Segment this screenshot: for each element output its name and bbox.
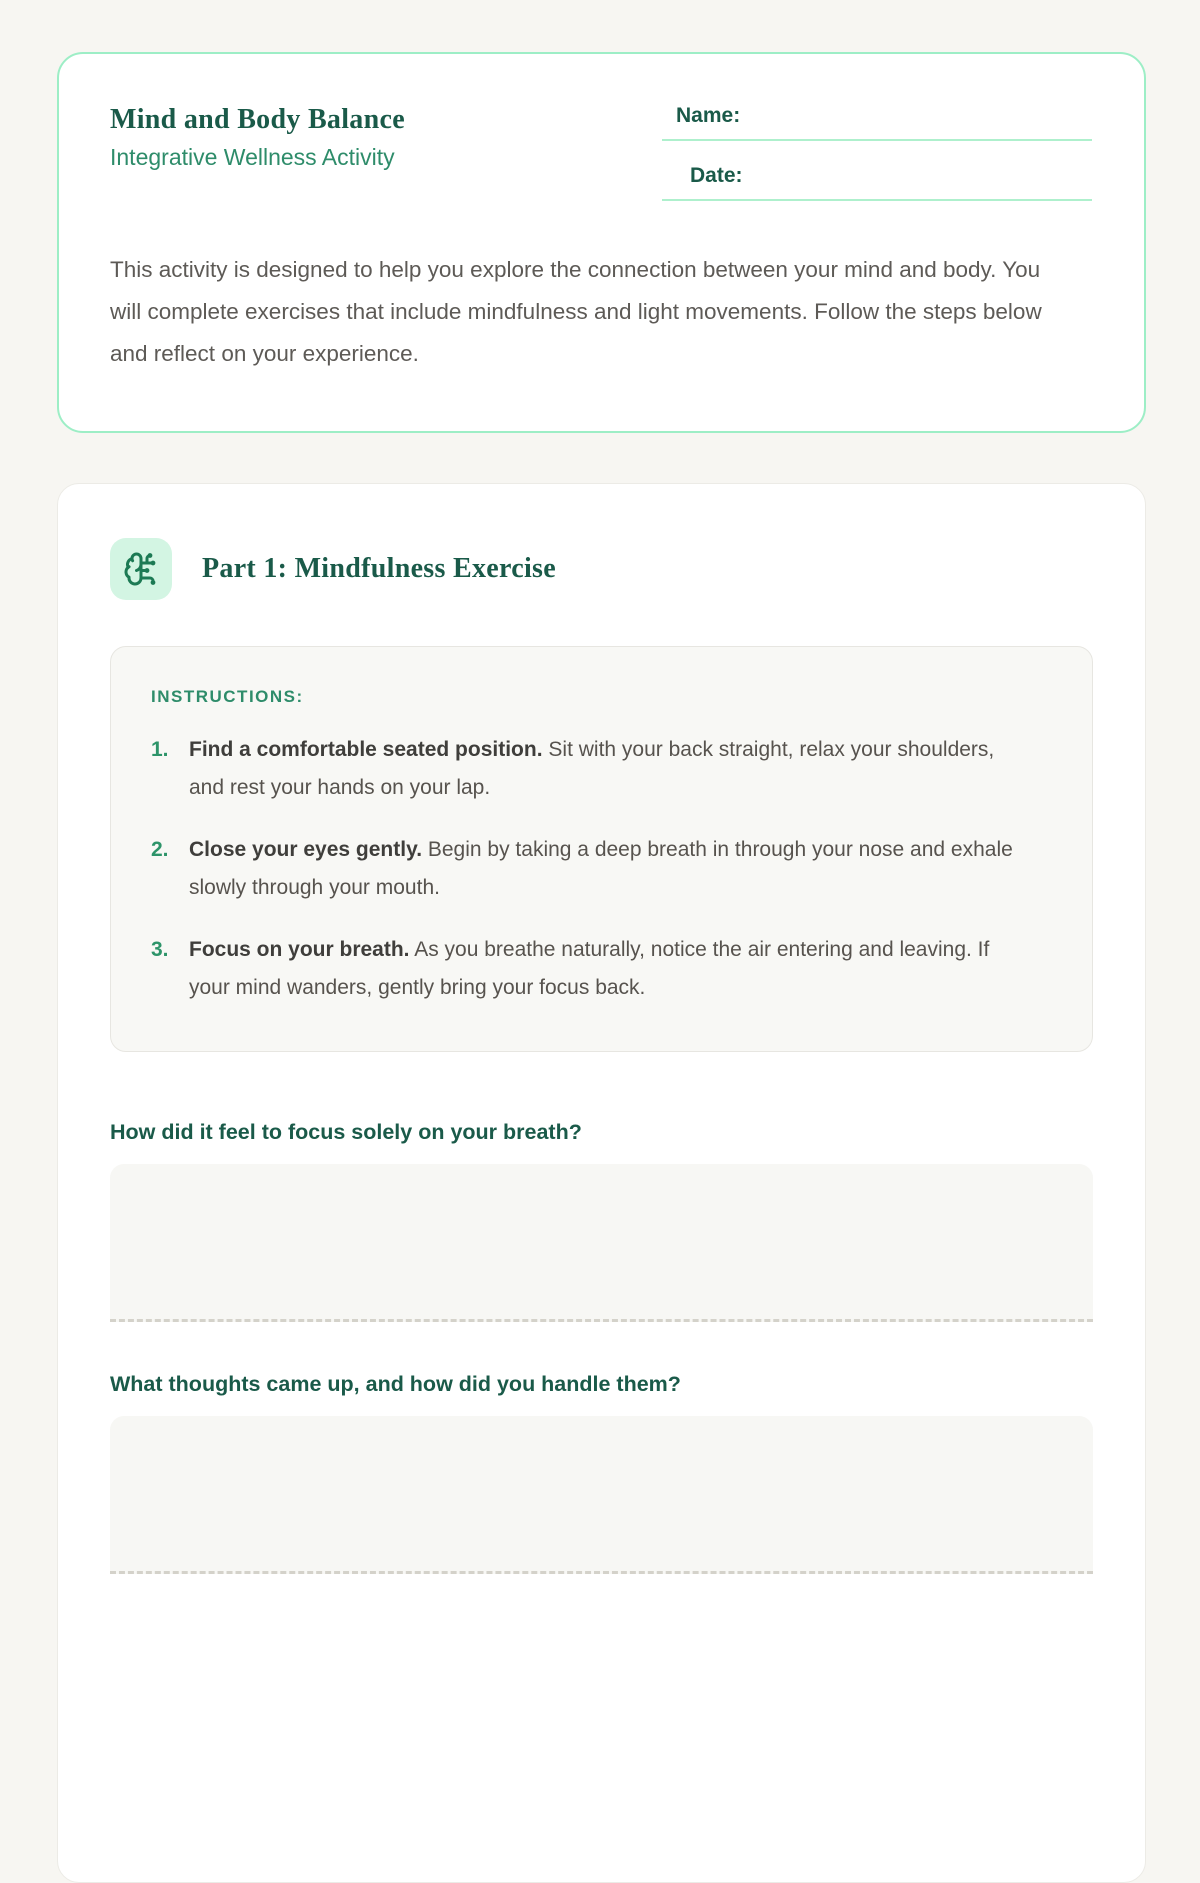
step-1-number: 1. <box>151 738 169 761</box>
name-date-fields <box>662 104 1092 201</box>
step-2-number: 2. <box>151 838 169 861</box>
title-block <box>110 104 405 171</box>
instruction-step-3 <box>151 931 1052 1007</box>
question-2-answer-area[interactable] <box>110 1416 1093 1574</box>
part1-card <box>57 483 1146 1883</box>
question-2 <box>110 1370 1093 1574</box>
instructions-box <box>110 646 1093 1052</box>
step-1-text: Find a comfortable seated position. Sit with your back straight, relax your shoulders, and rest your hands on your lap. <box>189 738 995 799</box>
question-2-label: What thoughts came up, and how did you handle them? <box>110 1372 681 1396</box>
part1-heading: Part 1: Mindfulness Exercise <box>202 553 556 584</box>
instructions-label: INSTRUCTIONS: <box>151 687 304 706</box>
page-subtitle: Integrative Wellness Activity <box>110 144 395 170</box>
step-3-number: 3. <box>151 938 169 961</box>
header-top-row <box>110 104 1092 201</box>
date-label: Date: <box>690 164 743 187</box>
header-card <box>57 52 1146 433</box>
activity-description: This activity is designed to help you explore the connection between your mind and body. You will complete exercises that include mindfulness and light movements. Follow the steps below and reflect on your experience. <box>110 257 1042 366</box>
name-label: Name: <box>676 104 741 127</box>
part1-header <box>110 538 1093 600</box>
step-2-text: Close your eyes gently. Begin by taking a deep breath in through your nose and exhale slowly through your mouth. <box>189 838 1013 899</box>
step-3-text: Focus on your breath. As you breathe naturally, notice the air entering and leaving. If your mind wanders, gently bring your focus back. <box>189 938 990 999</box>
question-1-label: How did it feel to focus solely on your breath? <box>110 1120 582 1144</box>
date-field[interactable] <box>662 164 1092 201</box>
name-field[interactable] <box>662 104 1092 141</box>
instruction-step-1 <box>151 731 1052 807</box>
instruction-step-2 <box>151 831 1052 907</box>
question-1 <box>110 1118 1093 1322</box>
question-1-answer-area[interactable] <box>110 1164 1093 1322</box>
brain-circuit-icon <box>110 538 172 600</box>
page-title: Mind and Body Balance <box>110 104 405 135</box>
